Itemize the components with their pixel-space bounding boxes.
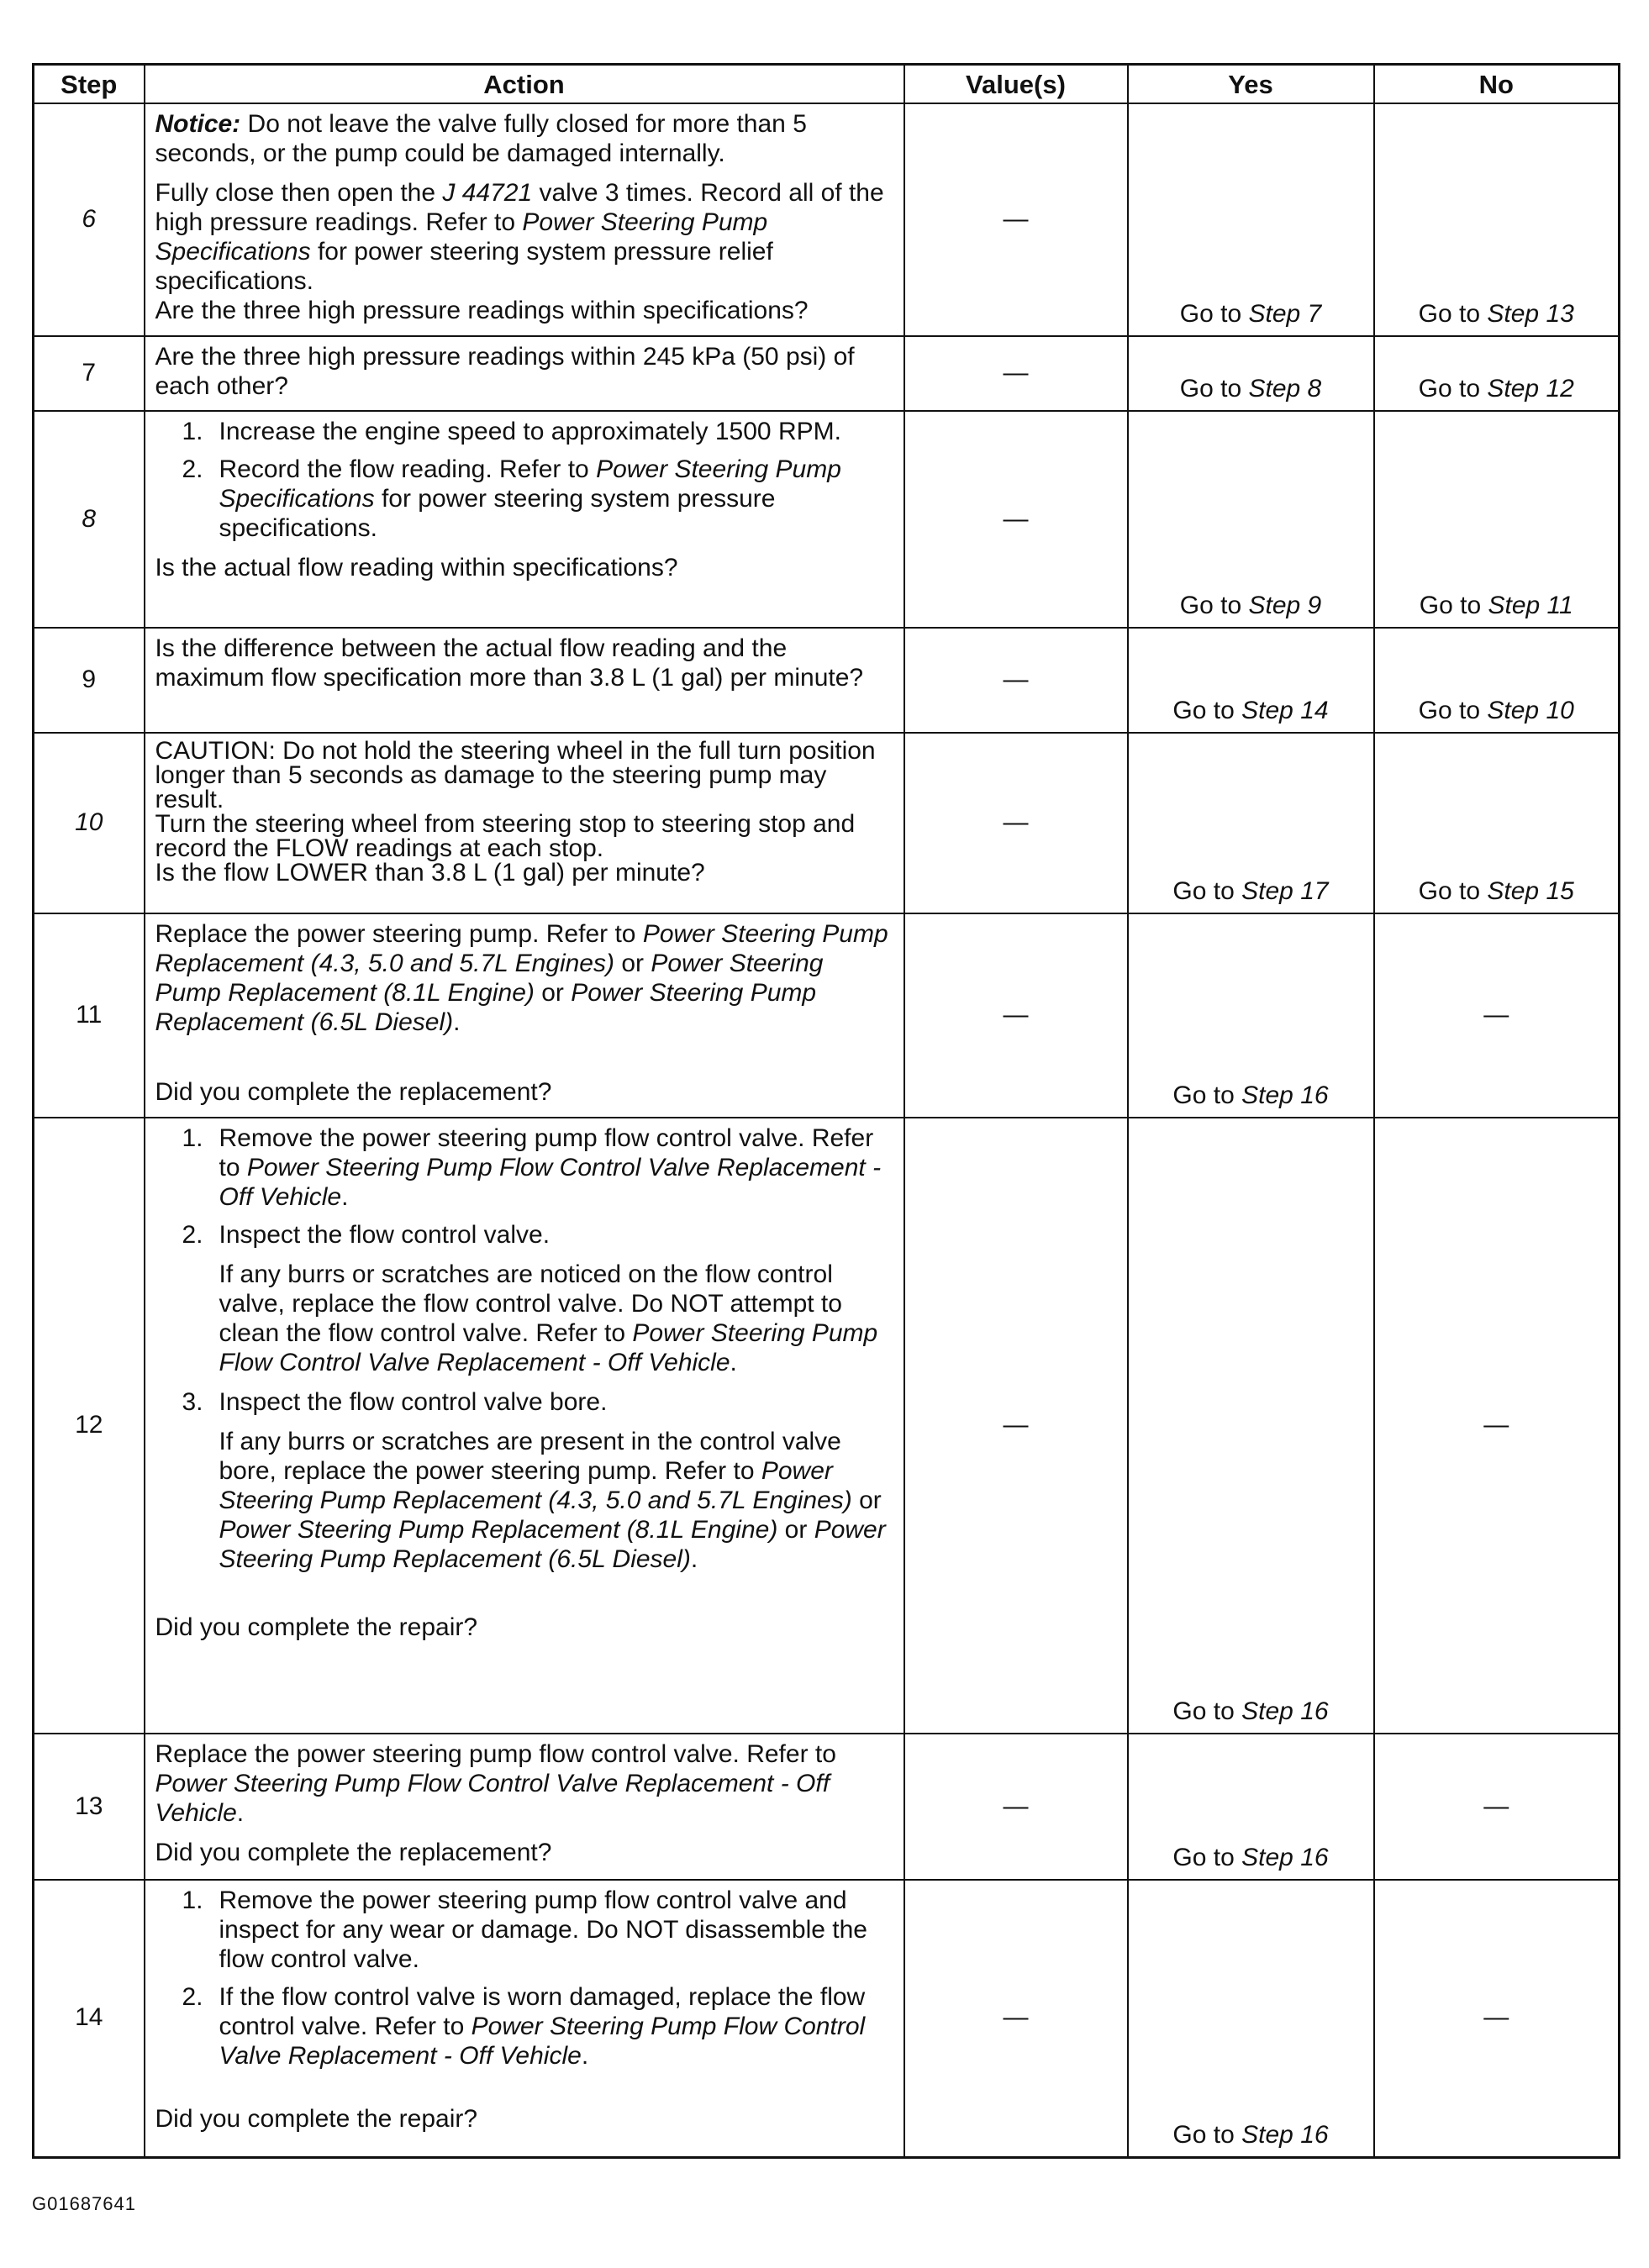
- list-number: 1.: [182, 1124, 203, 1152]
- action-cell: [145, 1118, 904, 1734]
- table-row-step-13: [34, 1734, 1620, 1880]
- procedure-reference-link[interactable]: Power Steering Pump Flow Control Valve Replacement - Off Vehicle: [219, 1154, 882, 1211]
- list-text: Remove the power steering pump flow control valve and inspect for any wear or damage. Do NOT disassemble the flow control valve.: [219, 1886, 867, 1973]
- action-list: [155, 417, 893, 543]
- list-text: Record the flow reading. Refer to: [219, 455, 597, 483]
- action-paragraph: Turn the steering wheel from steering stop to steering stop and record the FLOW readings at each stop.: [155, 810, 856, 862]
- values-cell: —: [904, 1880, 1128, 2157]
- goto-text: Go to: [1179, 592, 1249, 619]
- values-cell: —: [904, 628, 1128, 733]
- step-number: 6: [34, 103, 145, 336]
- goto-text: Go to: [1418, 877, 1488, 905]
- list-number: 2.: [182, 1983, 203, 2011]
- procedure-reference-link[interactable]: Power Steering Pump Flow Control Valve Replacement - Off Vehicle: [155, 1770, 830, 1827]
- procedure-reference-link[interactable]: Power Steering Pump Replacement (4.3, 5.0 and 5.7L Engines): [219, 1457, 852, 1514]
- list-number: 3.: [182, 1388, 203, 1416]
- step-number: 14: [34, 1880, 145, 2157]
- figure-id: G01687641: [32, 2193, 136, 2214]
- yes-cell[interactable]: [1128, 628, 1374, 733]
- goto-step-link[interactable]: Step 16: [1241, 1844, 1329, 1871]
- yes-cell[interactable]: [1128, 1734, 1374, 1880]
- action-text: valve 3 times. Record all of the high pressure readings. Refer to: [155, 179, 884, 236]
- procedure-reference-link[interactable]: Power Steering Pump Replacement (8.1L Engine): [155, 950, 824, 1007]
- list-text: or: [777, 1516, 814, 1544]
- list-item: [155, 455, 893, 543]
- action-text: or: [614, 950, 651, 977]
- no-cell: —: [1374, 1880, 1620, 2157]
- list-number: 2.: [182, 455, 203, 483]
- step-number: 9: [34, 628, 145, 733]
- action-text: .: [453, 1008, 461, 1036]
- goto-step-link[interactable]: Step 16: [1241, 1697, 1329, 1725]
- step-number: 7: [34, 336, 145, 411]
- action-list: [155, 1387, 893, 1417]
- yes-cell[interactable]: [1128, 733, 1374, 913]
- step-question: Did you complete the repair?: [155, 1613, 478, 1641]
- goto-step-link[interactable]: Step 14: [1241, 697, 1329, 724]
- goto-text: Go to: [1418, 375, 1488, 403]
- goto-step-link[interactable]: Step 12: [1487, 375, 1574, 403]
- list-number: 2.: [182, 1221, 203, 1249]
- goto-text: Go to: [1172, 877, 1242, 905]
- no-cell: —: [1374, 1734, 1620, 1880]
- yes-cell[interactable]: [1128, 103, 1374, 336]
- goto-text: Go to: [1172, 2120, 1242, 2149]
- list-text: .: [341, 1183, 349, 1211]
- list-text: .: [690, 1545, 698, 1573]
- procedure-reference-link[interactable]: Power Steering Pump Flow Control Valve Replacement - Off Vehicle: [219, 2013, 866, 2070]
- step-number: 11: [34, 913, 145, 1118]
- goto-step-link[interactable]: Step 10: [1487, 697, 1574, 724]
- action-paragraph: [155, 1739, 893, 1828]
- goto-step-link[interactable]: Step 15: [1487, 877, 1574, 905]
- goto-step-link[interactable]: Step 16: [1241, 1081, 1329, 1109]
- values-cell: —: [904, 1734, 1128, 1880]
- table-row-step-8: [34, 411, 1620, 628]
- goto-text: Go to: [1418, 697, 1488, 724]
- action-cell: [145, 1880, 904, 2157]
- action-cell: [145, 103, 904, 336]
- procedure-reference-link[interactable]: Power Steering Pump Replacement (4.3, 5.0 and 5.7L Engines): [155, 920, 888, 977]
- list-number: 1.: [182, 1886, 203, 1914]
- action-list: [155, 1886, 893, 2071]
- header-step: Step: [34, 65, 145, 104]
- step-question: Is the flow LOWER than 3.8 L (1 gal) per minute?: [155, 859, 705, 887]
- list-item: [155, 1387, 893, 1417]
- procedure-reference-link[interactable]: Power Steering Pump Replacement (6.5L Diesel): [155, 979, 817, 1036]
- no-cell: —: [1374, 913, 1620, 1118]
- no-cell[interactable]: [1374, 336, 1620, 411]
- goto-text: Go to: [1418, 300, 1488, 328]
- goto-text: Go to: [1419, 592, 1488, 619]
- action-text: Replace the power steering pump. Refer to: [155, 920, 643, 948]
- no-cell[interactable]: [1374, 411, 1620, 628]
- list-text: Increase the engine speed to approximately 1500 RPM.: [219, 418, 841, 445]
- list-number: 1.: [182, 418, 203, 445]
- action-text: or: [534, 979, 572, 1007]
- yes-cell[interactable]: [1128, 1118, 1374, 1734]
- action-cell: [145, 733, 904, 913]
- table-header-row: [34, 65, 1620, 104]
- goto-text: Go to: [1179, 300, 1249, 328]
- goto-step-link[interactable]: Step 9: [1248, 592, 1322, 619]
- header-values: Value(s): [904, 65, 1128, 104]
- values-cell: —: [904, 103, 1128, 336]
- goto-step-link[interactable]: Step 16: [1241, 2120, 1329, 2149]
- action-paragraph: [155, 919, 893, 1037]
- list-item: [155, 1886, 893, 1974]
- action-text: .: [236, 1799, 245, 1827]
- list-text: or: [851, 1487, 882, 1514]
- goto-step-link[interactable]: Step 13: [1487, 300, 1574, 328]
- action-text: Fully close then open the: [155, 179, 443, 207]
- step-number: 8: [34, 411, 145, 628]
- table-row-step-7: [34, 336, 1620, 411]
- values-cell: —: [904, 913, 1128, 1118]
- goto-step-link[interactable]: Step 17: [1241, 877, 1329, 905]
- no-cell[interactable]: [1374, 103, 1620, 336]
- procedure-reference-link[interactable]: Power Steering Pump Replacement (8.1L Engine): [219, 1516, 778, 1544]
- list-item: [155, 417, 893, 446]
- table-row-step-12: [34, 1118, 1620, 1734]
- header-yes: Yes: [1128, 65, 1374, 104]
- step-question: Is the difference between the actual flow reading and the maximum flow specification more than 3.8 L (1 gal) per minute?: [155, 634, 864, 692]
- values-cell: —: [904, 336, 1128, 411]
- sub-paragraph: [155, 1427, 893, 1574]
- no-cell[interactable]: [1374, 733, 1620, 913]
- values-cell: —: [904, 411, 1128, 628]
- notice-paragraph: [155, 109, 893, 168]
- table-row-step-10: [34, 733, 1620, 913]
- list-text: Inspect the flow control valve.: [219, 1221, 551, 1249]
- yes-cell[interactable]: [1128, 336, 1374, 411]
- header-action: Action: [145, 65, 904, 104]
- list-text: Remove the power steering pump flow control valve. Refer to: [219, 1124, 874, 1181]
- no-cell[interactable]: [1374, 628, 1620, 733]
- goto-step-link[interactable]: Step 8: [1248, 375, 1322, 403]
- list-item: [155, 1220, 893, 1250]
- goto-text: Go to: [1172, 1844, 1242, 1871]
- goto-text: Go to: [1172, 1081, 1242, 1109]
- list-item: [155, 1982, 893, 2071]
- goto-text: Go to: [1172, 1697, 1242, 1725]
- goto-text: Go to: [1179, 375, 1249, 403]
- list-text: for power steering system pressure specifications.: [219, 485, 776, 542]
- procedure-reference-link[interactable]: Power Steering Pump Flow Control Valve Replacement - Off Vehicle: [219, 1319, 878, 1376]
- action-cell: [145, 1734, 904, 1880]
- action-cell: [145, 628, 904, 733]
- spec-reference-link[interactable]: Power Steering Pump Specifications: [155, 208, 768, 266]
- step-question: Did you complete the repair?: [155, 2105, 478, 2133]
- action-paragraph: [155, 178, 893, 296]
- action-cell: [145, 336, 904, 411]
- values-cell: —: [904, 733, 1128, 913]
- list-text: .: [730, 1349, 737, 1376]
- tool-reference: J 44721: [442, 179, 533, 207]
- goto-step-link[interactable]: Step 11: [1488, 592, 1573, 619]
- action-cell: [145, 913, 904, 1118]
- goto-step-link[interactable]: Step 7: [1248, 300, 1322, 328]
- list-item: [155, 1123, 893, 1212]
- step-number: 12: [34, 1118, 145, 1734]
- spec-reference-link[interactable]: Power Steering Pump Specifications: [219, 455, 841, 513]
- action-text: for power steering system pressure relief specifications.: [155, 238, 773, 295]
- step-question: Are the three high pressure readings within specifications?: [155, 297, 809, 324]
- step-question: Did you complete the replacement?: [155, 1078, 552, 1106]
- yes-cell[interactable]: [1128, 913, 1374, 1118]
- step-question: Did you complete the replacement?: [155, 1839, 552, 1866]
- list-text: If any burrs or scratches are noticed on the flow control valve, replace the flow control valve. Do NOT attempt to clean the flow control valve. Refer to: [219, 1260, 842, 1347]
- caution-text: CAUTION: Do not hold the steering wheel in the full turn position longer than 5 seconds as damage to the steering pump may result.: [155, 737, 876, 813]
- diagnostic-table: [32, 63, 1620, 2159]
- no-cell: —: [1374, 1118, 1620, 1734]
- table-row-step-11: [34, 913, 1620, 1118]
- step-question: Is the actual flow reading within specifications?: [155, 554, 678, 581]
- step-question: Are the three high pressure readings within 245 kPa (50 psi) of each other?: [155, 343, 855, 400]
- list-text: Inspect the flow control valve bore.: [219, 1388, 608, 1416]
- diagnostic-document: [32, 63, 1618, 2159]
- yes-cell[interactable]: [1128, 1880, 1374, 2157]
- notice-label: Notice:: [155, 110, 241, 138]
- values-cell: —: [904, 1118, 1128, 1734]
- step-number: 10: [34, 733, 145, 913]
- list-text: If the flow control valve is worn damaged, replace the flow control valve. Refer to: [219, 1983, 866, 2040]
- table-row-step-14: [34, 1880, 1620, 2157]
- step-number: 13: [34, 1734, 145, 1880]
- goto-text: Go to: [1172, 697, 1242, 724]
- table-row-step-9: [34, 628, 1620, 733]
- sub-paragraph: [155, 1260, 893, 1377]
- action-text: Replace the power steering pump flow control valve. Refer to: [155, 1740, 836, 1768]
- notice-text: Do not leave the valve fully closed for more than 5 seconds, or the pump could be damaged internally.: [155, 110, 807, 167]
- action-cell: [145, 411, 904, 628]
- yes-cell[interactable]: [1128, 411, 1374, 628]
- list-text: .: [581, 2042, 589, 2070]
- action-list: [155, 1123, 893, 1250]
- procedure-reference-link[interactable]: Power Steering Pump Replacement (6.5L Diesel): [219, 1516, 886, 1573]
- table-row-step-6: [34, 103, 1620, 336]
- header-no: No: [1374, 65, 1620, 104]
- list-text: If any burrs or scratches are present in the control valve bore, replace the power steering pump. Refer to: [219, 1428, 841, 1485]
